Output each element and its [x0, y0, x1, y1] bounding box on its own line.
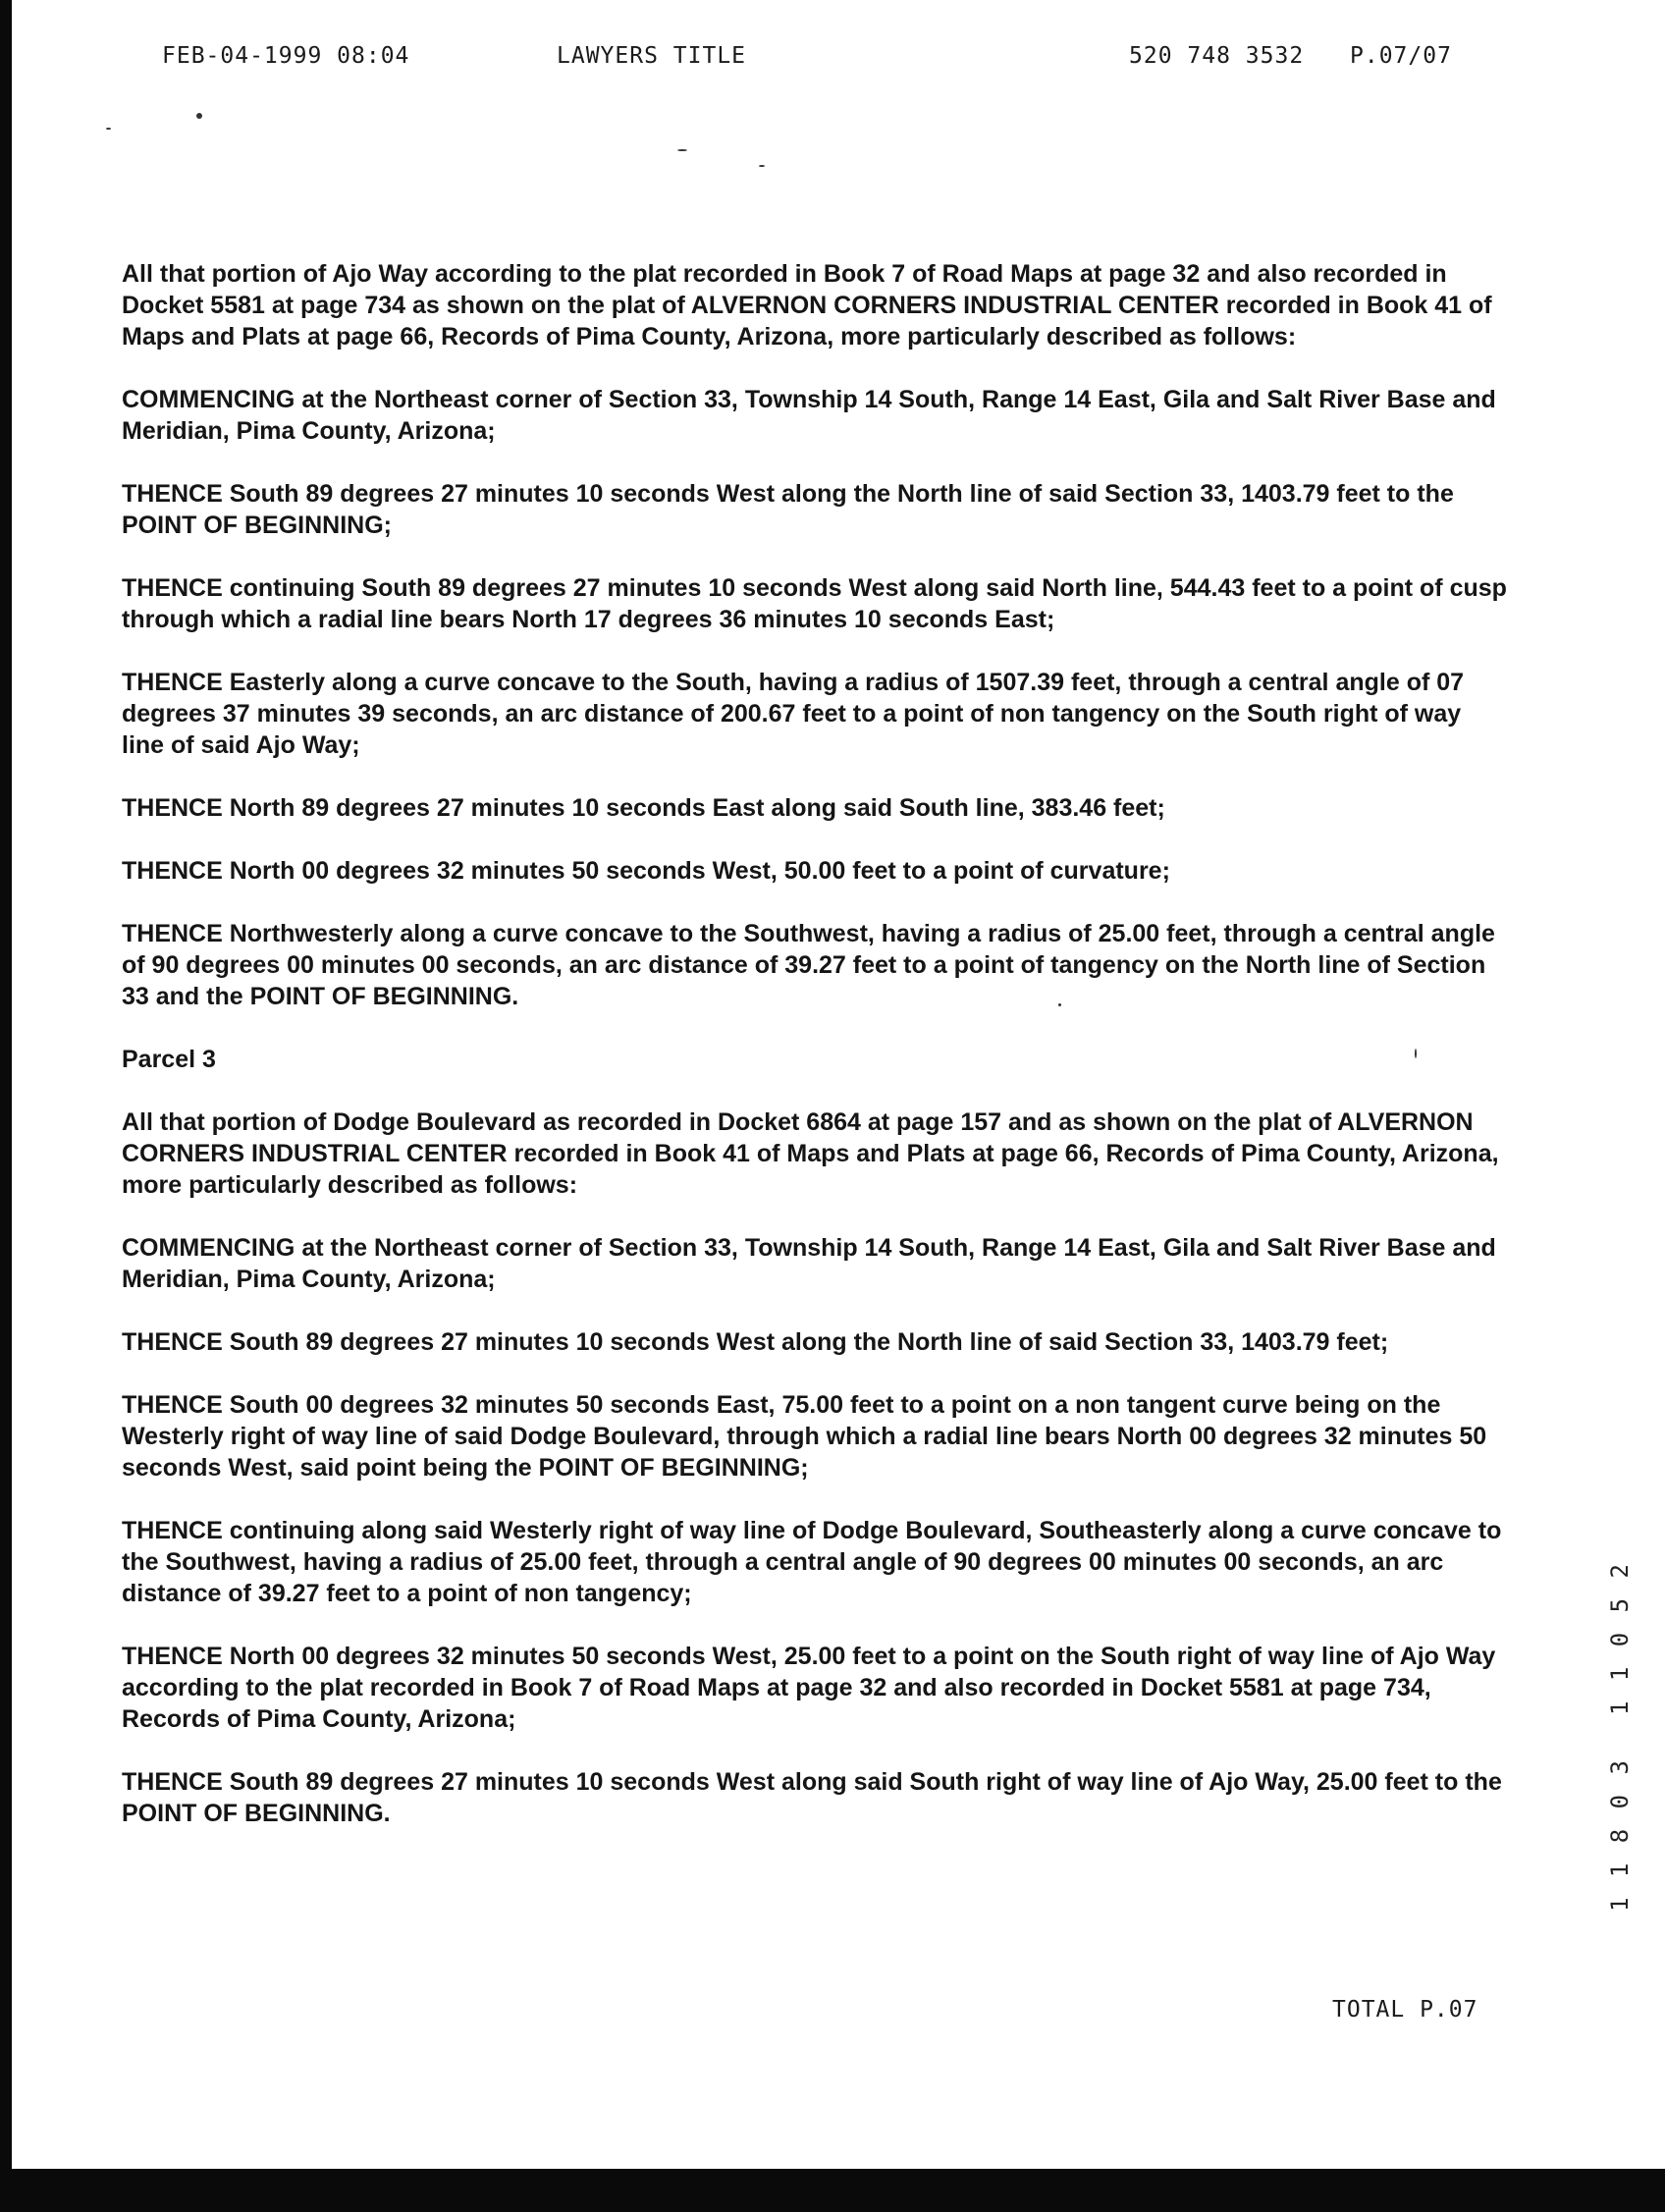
legal-paragraph: COMMENCING at the Northeast corner of Section 33, Township 14 South, Range 14 East, Gila and Salt River Base and Meridian, Pima County, Arizona;: [122, 1234, 1496, 1293]
legal-paragraph: THENCE Northwesterly along a curve concave to the Southwest, having a radius of 25.00 feet, through a central angle of 90 degrees 00 minutes 00 seconds, an arc distance of 39.27 feet to a point of tangency on the North line of Section 33 and the POINT OF BEGINNING.: [122, 920, 1495, 1010]
fax-page-number: P.07/07: [1350, 43, 1452, 69]
fax-sender: LAWYERS TITLE: [557, 43, 747, 69]
legal-paragraph: THENCE Easterly along a curve concave to the South, having a radius of 1507.39 feet, through a central angle of 07 degrees 37 minutes 39 seconds, an arc distance of 200.67 feet to a point of non tangency on the South right of way line of said Ajo Way;: [122, 669, 1465, 759]
legal-paragraph: All that portion of Ajo Way according to the plat recorded in Book 7 of Road Maps at page 32 and also recorded in Docket 5581 at page 734 as shown on the plat of ALVERNON CORNERS INDUSTRIAL CENTER recorded in Book 41 of Maps and Plats at page 66, Records of Pima County, Arizona, more particularly described as follows:: [122, 260, 1492, 351]
legal-paragraph: THENCE North 00 degrees 32 minutes 50 seconds West, 50.00 feet to a point of curvature;: [122, 857, 1170, 885]
fax-date-time: FEB-04-1999 08:04: [162, 43, 410, 69]
legal-paragraph: THENCE South 89 degrees 27 minutes 10 seconds West along the North line of said Section 33, 1403.79 feet to the POINT OF BEGINNING;: [122, 480, 1454, 539]
legal-paragraph: THENCE continuing along said Westerly right of way line of Dodge Boulevard, Southeasterly along a curve concave to the Southwest, having a radius of 25.00 feet, through a central angle of 90 degrees 00 minutes 00 seconds, an arc distance of 39.27 feet to a point of non tangency;: [122, 1517, 1502, 1607]
side-stamp-number: 1 1 8 0 3: [1606, 1757, 1634, 1913]
scan-speck: [106, 128, 111, 130]
legal-paragraph: THENCE North 89 degrees 27 minutes 10 seconds East along said South line, 383.46 feet;: [122, 794, 1165, 822]
legal-description: [122, 258, 1508, 1861]
fax-total-pages: TOTAL P.07: [1332, 1997, 1478, 2023]
legal-paragraph: THENCE South 00 degrees 32 minutes 50 seconds East, 75.00 feet to a point on a non tangent curve being on the Westerly right of way line of said Dodge Boulevard, through which a radial line bears North 00 degrees 32 minutes 50 seconds West, said point being the POINT OF BEGINNING;: [122, 1391, 1487, 1482]
side-stamp: [1606, 1561, 1645, 1913]
scan-speck: [677, 149, 687, 151]
legal-paragraph: COMMENCING at the Northeast corner of Section 33, Township 14 South, Range 14 East, Gila and Salt River Base and Meridian, Pima County, Arizona;: [122, 386, 1496, 445]
legal-paragraph: All that portion of Dodge Boulevard as recorded in Docket 6864 at page 157 and as shown on the plat of ALVERNON CORNERS INDUSTRIAL CENTER recorded in Book 41 of Maps and Plats at page 66, Records of Pima County, Arizona, more particularly described as follows:: [122, 1108, 1499, 1199]
fax-header: [0, 43, 1665, 77]
parcel-heading: Parcel 3: [122, 1046, 216, 1073]
legal-paragraph: THENCE North 00 degrees 32 minutes 50 seconds West, 25.00 feet to a point on the South right of way line of Ajo Way according to the plat recorded in Book 7 of Road Maps at page 32 and also recorded in Docket 5581 at page 734, Records of Pima County, Arizona;: [122, 1643, 1496, 1733]
side-stamp-number: 1 1 0 5 2: [1606, 1561, 1634, 1716]
fax-phone: 520 748 3532: [1129, 43, 1305, 69]
legal-paragraph: THENCE South 89 degrees 27 minutes 10 seconds West along said South right of way line of Ajo Way, 25.00 feet to the POINT OF BEGINNING.: [122, 1768, 1502, 1827]
scan-bottom-border: [0, 2169, 1665, 2212]
legal-paragraph: THENCE South 89 degrees 27 minutes 10 seconds West along the North line of said Section 33, 1403.79 feet;: [122, 1328, 1389, 1356]
legal-paragraph: THENCE continuing South 89 degrees 27 minutes 10 seconds West along said North line, 544.43 feet to a point of cusp through which a radial line bears North 17 degrees 36 minutes 10 seconds East;: [122, 574, 1507, 633]
scan-left-border: [0, 0, 12, 2212]
scan-speck: [759, 165, 765, 167]
scan-speck: [196, 113, 202, 119]
